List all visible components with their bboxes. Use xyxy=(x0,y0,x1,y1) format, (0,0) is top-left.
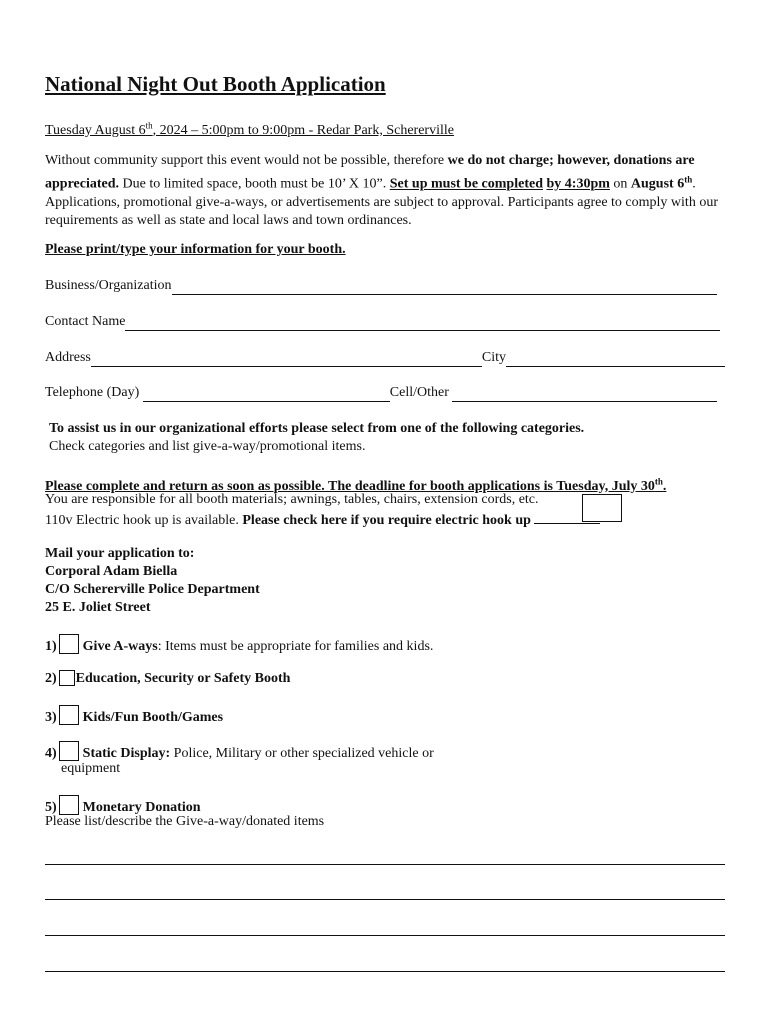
mail-heading: Mail your application to: xyxy=(45,546,195,561)
mail-street: 25 E. Joliet Street xyxy=(45,600,151,615)
education-checkbox[interactable] xyxy=(59,670,75,686)
mail-department: C/O Schererville Police Department xyxy=(45,582,260,597)
option-static-display: 4) Static Display: Police, Military or other specialized vehicle or xyxy=(45,741,434,763)
static-display-checkbox[interactable] xyxy=(59,741,79,761)
monetary-donation-checkbox[interactable] xyxy=(59,795,79,815)
list-line-4[interactable] xyxy=(45,971,725,972)
business-field[interactable] xyxy=(45,277,717,295)
print-heading: Please print/type your information for your booth. xyxy=(45,242,346,257)
materials-text: You are responsible for all booth materials; awnings, tables, chairs, extension cords, etc. xyxy=(45,492,539,507)
cell-line[interactable] xyxy=(452,389,717,402)
kids-checkbox[interactable] xyxy=(59,705,79,725)
address-label: Address xyxy=(45,350,91,365)
categories-subtext: Check categories and list give-a-way/promotional items. xyxy=(49,439,366,454)
static-display-continued: equipment xyxy=(61,761,121,776)
telephone-line[interactable] xyxy=(143,389,390,402)
categories-heading: To assist us in our organizational efforts please select from one of the following categories. xyxy=(49,421,585,436)
deadline-text: Please complete and return as soon as possible. The deadline for booth applications is Tuesday, July 30th. xyxy=(45,476,667,494)
option-education: 2) Education, Security or Safety Booth xyxy=(45,671,291,686)
address-field[interactable] xyxy=(45,349,725,367)
list-line-1[interactable] xyxy=(45,864,725,865)
option-monetary-donation: 5) Monetary Donation xyxy=(45,795,201,817)
page-title: National Night Out Booth Application xyxy=(45,72,386,96)
contact-field[interactable] xyxy=(45,313,720,331)
telephone-label: Telephone (Day) xyxy=(45,385,143,400)
option-give-aways: 1) Give A-ways: Items must be appropriate for families and kids. xyxy=(45,634,433,656)
contact-label: Contact Name xyxy=(45,314,126,329)
city-label: City xyxy=(481,350,507,365)
business-line[interactable] xyxy=(172,282,717,295)
telephone-field[interactable] xyxy=(45,384,717,402)
list-label: Please list/describe the Give-a-way/donated items xyxy=(45,814,325,829)
electric-text: 110v Electric hook up is available. Please check here if you require electric hook up xyxy=(45,509,600,530)
contact-line[interactable] xyxy=(125,318,720,331)
intro-paragraph: Without community support this event would not be possible, therefore we do not charge; however, donations are appreciated. Due to limited space, booth must be 10’ X 10”. Set up must be completed by 4:30pm on August 6th. Applications, promotional give-a-ways, or advertisements are subject to approval. Participants agree to comply with our requirements as well as state and local laws and town ordinances. xyxy=(45,153,718,228)
event-details: Tuesday August 6th, 2024 – 5:00pm to 9:00pm - Redar Park, Schererville xyxy=(45,120,454,138)
mail-recipient: Corporal Adam Biella xyxy=(45,564,178,579)
city-line[interactable] xyxy=(506,354,725,367)
address-line[interactable] xyxy=(91,354,482,367)
option-kids: 3) Kids/Fun Booth/Games xyxy=(45,705,223,727)
electric-line[interactable] xyxy=(534,509,600,524)
list-line-3[interactable] xyxy=(45,935,725,936)
list-line-2[interactable] xyxy=(45,899,725,900)
give-aways-checkbox[interactable] xyxy=(59,634,79,654)
cell-label: Cell/Other xyxy=(389,385,453,400)
business-label: Business/Organization xyxy=(45,278,172,293)
